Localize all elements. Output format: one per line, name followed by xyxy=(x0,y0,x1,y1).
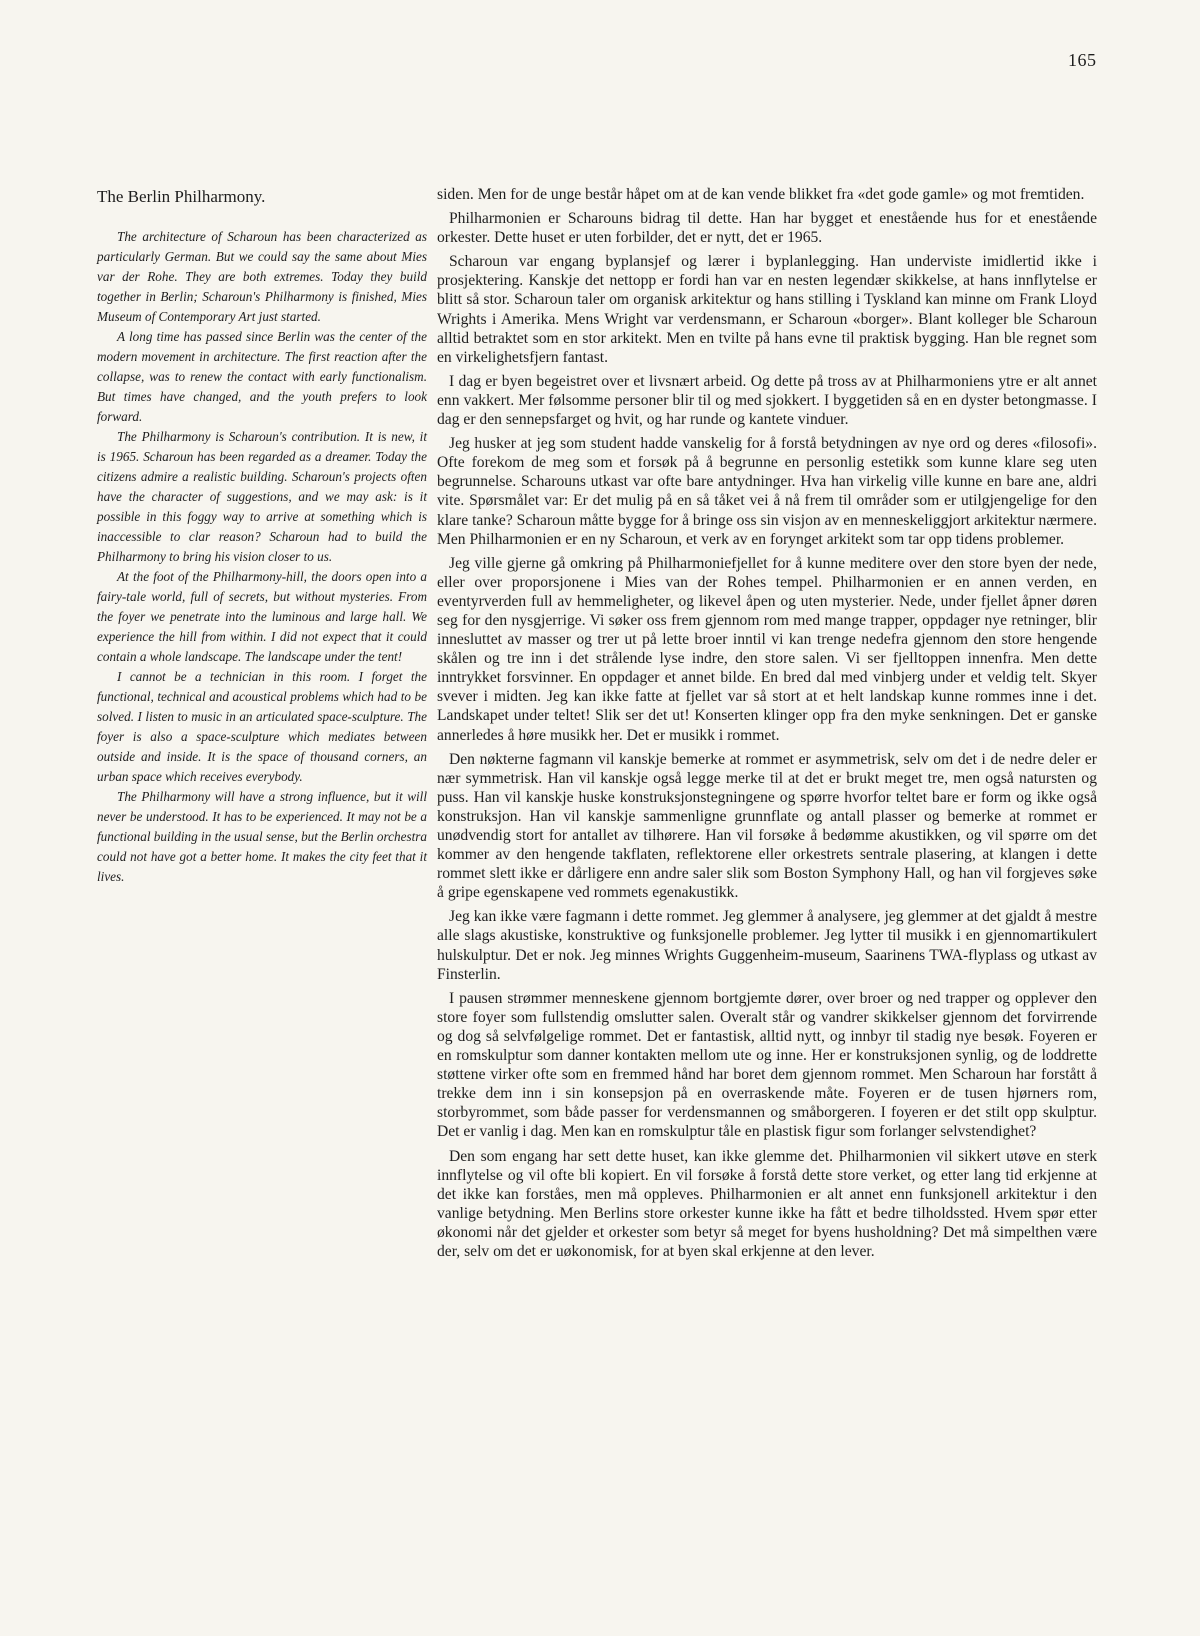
norwegian-paragraph: I dag er byen begeistret over et livsnært arbeid. Og dette på tross av at Philharmoniens ytre er alt annet enn vakkert. Mer følsomme personer blir til og med sjokkert. I byggetiden så en en dyster betongmasse. I dag er den sennepsfarget og hvit, og har runde og kantete vinduer. xyxy=(437,372,1097,429)
english-paragraph: At the foot of the Philharmony-hill, the doors open into a fairy-tale world, full of secrets, but without mysteries. From the foyer we penetrate into the luminous and large hall. We experience the hill from within. I did not expect that it could contain a whole landscape. The landscape under the tent! xyxy=(97,569,427,664)
norwegian-paragraph: Jeg husker at jeg som student hadde vanskelig for å forstå betydningen av nye ord og deres «filosofi». Ofte forekom de meg som et forsøk på å begrunne en personlig estetikk som kunne klare seg uten begrunnelse. Scharouns utkast var ofte bare antydninger. Hva han virkelig ville kunne en bare ane, aldri vite. Spørsmålet var: Er det mulig på en så tåket vei å nå frem til områder som er utilgjengelige for den klare tanke? Scharoun måtte bygge for å bringe oss sin visjon av en menneskeliggjort arkitektur nærmere. Men Philharmonien er en ny Scharoun, et verk av en forynget arkitekt som tar opp tidens problemer. xyxy=(437,435,1097,548)
norwegian-paragraph: Den nøkterne fagmann vil kanskje bemerke at rommet er asymmetrisk, selv om det i de nedre deler er nær symmetrisk. Han vil kanskje også legge merke til at det er brukt meget tre, men også natursten og puss. Han vil kanskje huske konstruksjonstegningene og spørre hvorfor teltet bare er form og ikke også konstruksjon. Han vil kanskje sammenligne grunnflate og antall plasser og bemerke at rommet er unødvendig stort for antallet av tilhørere. Han vil forsøke å bedømme akustikken, og vil spørre om det kommer av den hengende takflaten, reflektorene eller orkestrets sentrale plasering, at klangen i dette rommet slett ikke er dårligere enn andre saler slik som Boston Symphony Hall, og han vil forgjeves søke å gripe egenskapene ved rommets egenakustikk. xyxy=(437,750,1097,902)
norwegian-paragraph: siden. Men for de unge består håpet om at de kan vende blikket fra «det gode gamle» og mot fremtiden. xyxy=(437,186,1085,203)
english-paragraph: The Philharmony is Scharoun's contribution. It is new, it is 1965. Scharoun has been regarded as a dreamer. Today the citizens admire a realistic building. Scharoun's projects often have the character of suggestions, and we may ask: is it possible in this foggy way to arrive at something which is inaccessible to clar reason? Scharoun had to build the Philharmony to bring his vision closer to us. xyxy=(97,429,427,564)
norwegian-paragraph: Jeg kan ikke være fagmann i dette rommet. Jeg glemmer å analysere, jeg glemmer at det gjaldt å mestre alle slags akustiske, konstruktive og funksjonelle problemer. Jeg lytter til musikk i en gjennomartikulert hulskulptur. Det er nok. Jeg minnes Wrights Guggenheim-museum, Saarinens TWA-flyplass og utkast av Finsterlin. xyxy=(437,908,1097,983)
norwegian-article-column xyxy=(437,185,1097,1266)
norwegian-paragraph: Jeg ville gjerne gå omkring på Philharmoniefjellet for å kunne meditere over den store byen der nede, eller over proporsjonene i Mies van der Rohes tempel. Philharmonien er en annen verden, en eventyrverden full av hemmeligheter, og likevel åpen og uten mysterier. Nede, under fjellet åpner døren seg for den nysgjerrige. Vi søker oss frem gjennom rom med mange trapper, oppdager nye retninger, blir innesluttet av masser og trer ut på lette broer inntil vi kan trenge nedefra gjennom den store hengende skålen og tre inn i det strålende lyse indre, den store salen. Vi ser fjelltoppen innenfra. Men dette inntrykket forsvinner. En oppdager et annet bilde. En bred dal med vinbjerg under et veldig telt. Skyer svever i midten. Jeg kan ikke fatte at fjellet var så stort at et helt landskap kunne rommes inne i det. Landskapet under teltet! Slik ser det ut! Konserten klinger opp fra den myke senkningen. Det er ganske annerledes å høre musikk her. Det er musikk i rommet. xyxy=(437,554,1097,744)
english-title: The Berlin Philharmony. xyxy=(97,187,266,206)
english-paragraph: A long time has passed since Berlin was the center of the modern movement in architecture. The first reaction after the collapse, was to renew the contact with early functionalism. But times have changed, and the youth prefers to look forward. xyxy=(97,329,427,424)
norwegian-paragraph: Scharoun var engang byplansjef og lærer i byplanlegging. Han underviste imidlertid ikke i prosjektering. Kanskje det nettopp er fordi han var en nesten legendær skikkelse, at hans innflytelse er blitt så stor. Scharoun taler om organisk arkitektur og hans stilling i Tyskland kan minne om Frank Lloyd Wrights i Amerika. Mens Wright var verdensmann, er Scharoun «borger». Blant kolleger ble Scharoun alltid betraktet som en stor arkitekt. Men en tvilte på hans evne til praktisk bygging. Han ble regnet som en virkelighetsfjern fantast. xyxy=(437,253,1097,366)
english-paragraph: The Philharmony will have a strong influence, but it will never be understood. It has to be experienced. It may not be a functional building in the usual sense, but the Berlin orchestra could not have got a better home. It makes the city feet that it lives. xyxy=(97,789,427,884)
english-paragraph: The architecture of Scharoun has been characterized as particularly German. But we could say the same about Mies var der Rohe. They are both extremes. Today they build together in Berlin; Scharoun's Philharmony is finished, Mies Museum of Contemporary Art just started. xyxy=(97,229,427,324)
norwegian-paragraph: I pausen strømmer menneskene gjennom bortgjemte dører, over broer og ned trapper og opplever den store foyer som fullstendig omslutter salen. Overalt står og vandrer skikkelser gjennom det forvirrende og dog så selvfølgelige rommet. Det er fantastisk, alltid nytt, og innbyr til stadig nye besøk. Foyeren er en romskulptur som danner kontakten mellom ute og inne. Her er konstruksjonen synlig, og de loddrette støttene virker ofte som en fremmed hånd har boret dem gjennom rommet. Men Scharoun har forstått å trekke dem inn i sin konsepsjon på en overraskende måte. Foyeren er de tusen hjørners rom, storbyrommet, som både passer for verdensmannen og småborgeren. I foyeren er det stilt opp skulptur. Det er vanlig i dag. Men kan en romskulptur tåle en plastisk figur som forlanger selvstendighet? xyxy=(437,989,1097,1141)
page-number: 165 xyxy=(1068,50,1097,70)
english-summary-column xyxy=(97,187,427,887)
norwegian-paragraph: Philharmonien er Scharouns bidrag til dette. Han har bygget et enestående hus for et enestående orkester. Dette huset er uten forbilder, det er nytt, det er 1965. xyxy=(437,210,1097,247)
norwegian-paragraph: Den som engang har sett dette huset, kan ikke glemme det. Philharmonien vil sikkert utøve en sterk innflytelse og vil ofte bli kopiert. En vil forsøke å forstå dette store verket, og etter lang tid erkjenne at det ikke kan forståes, men må oppleves. Philharmonien er alt annet enn funksjonell arkitektur i den vanlige betydning. Men Berlins store orkester kunne ikke ha fått et bedre tilholdssted. Hvem spør etter økonomi når det gjelder et orkester som betyr så meget for byens husholdning? Det må simpelthen være der, selv om det er uøkonomisk, for at byen skal erkjenne at den lever. xyxy=(437,1147,1097,1260)
english-paragraph: I cannot be a technician in this room. I forget the functional, technical and acoustical problems which had to be solved. I listen to music in an articulated space-sculpture. The foyer is also a space-sculpture which mediates between outside and inside. It is the space of thousand corners, an urban space which receives everybody. xyxy=(97,669,427,784)
